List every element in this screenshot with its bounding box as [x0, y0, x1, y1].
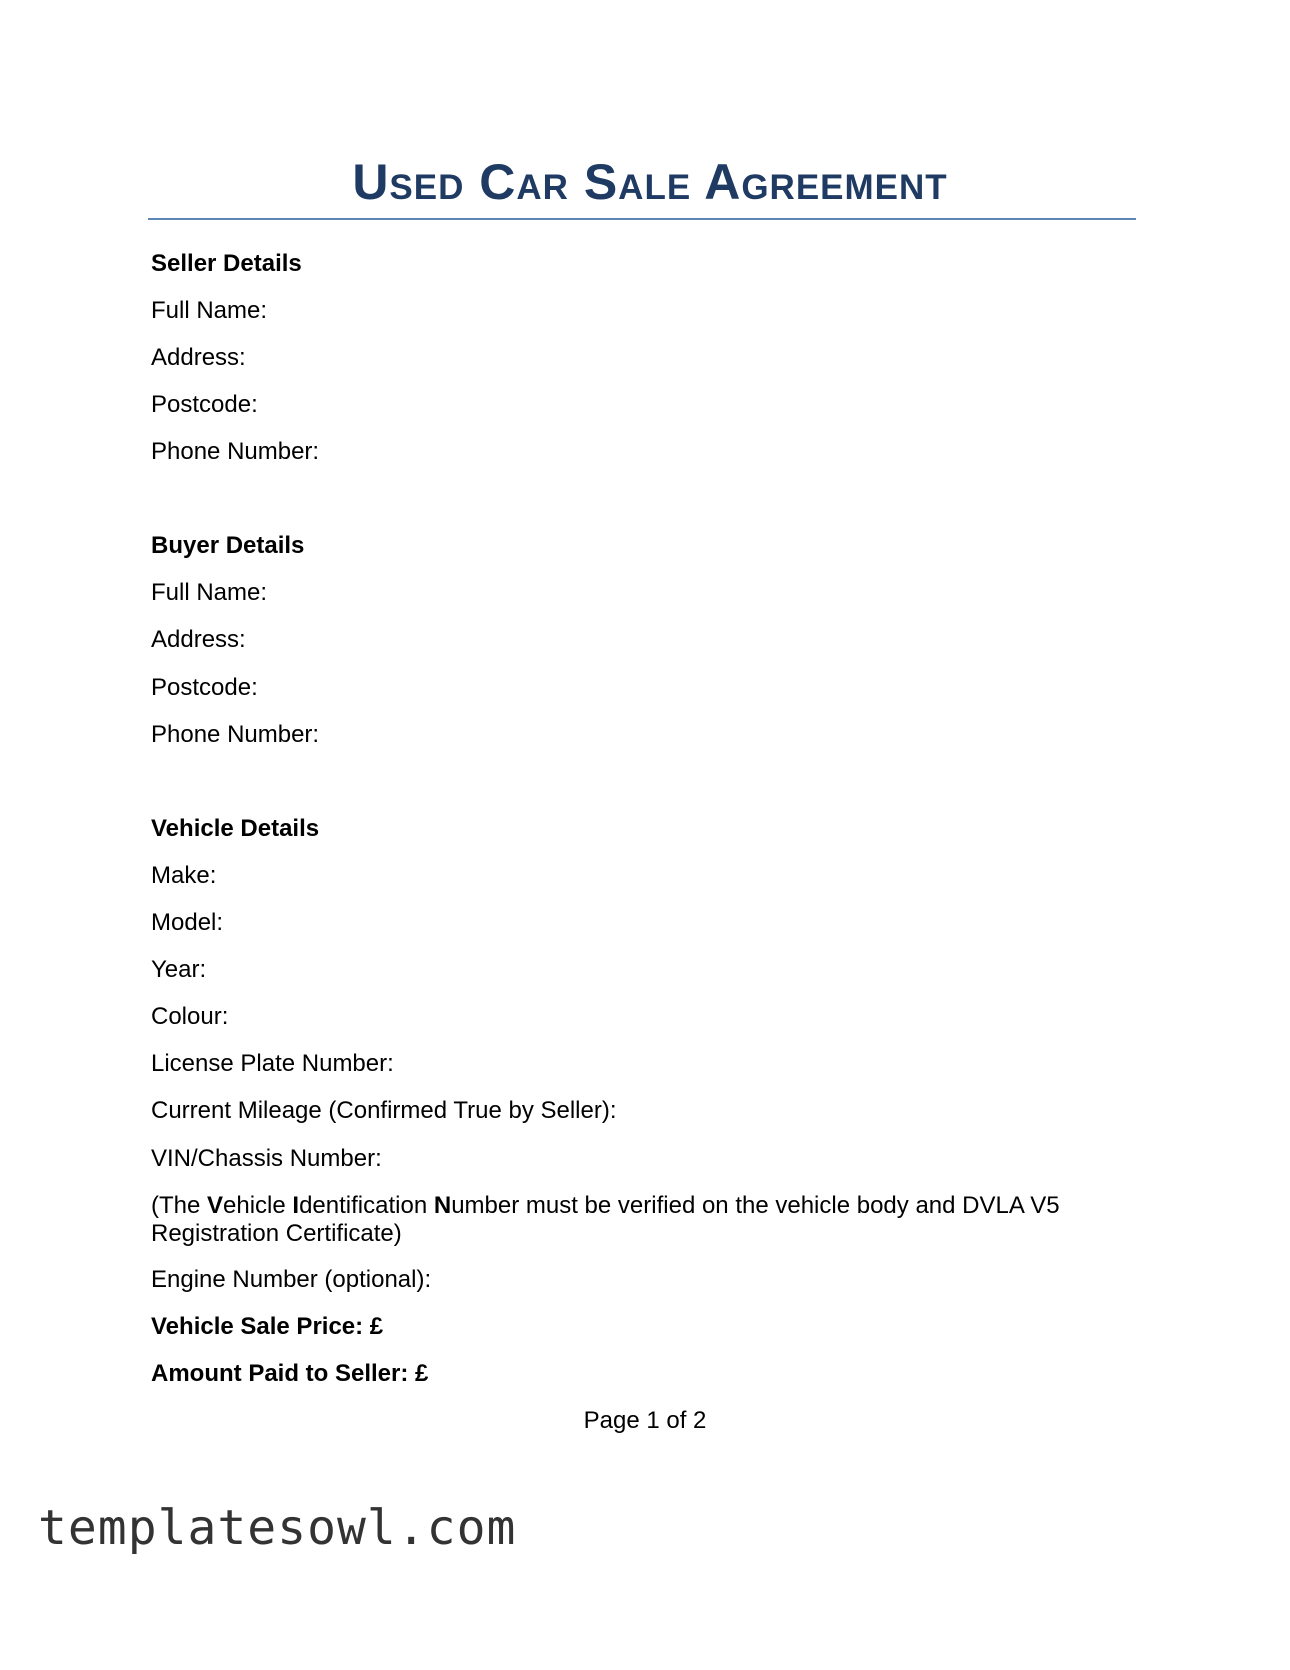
vin-note-i: I [292, 1192, 300, 1219]
vin-note-dentification: dentification [299, 1192, 434, 1219]
vin-note-open: (The [151, 1192, 208, 1219]
license-plate-label: License Plate Number: [151, 1050, 394, 1077]
vin-label: VIN/Chassis Number: [151, 1145, 382, 1172]
vin-note-v: V [207, 1192, 224, 1219]
vin-note-ehicle: ehicle [223, 1192, 293, 1219]
vin-note-rest: umber must be verified on the vehicle body and DVLA V5 Registration Certificate) [151, 1192, 1060, 1247]
buyer-phone-label: Phone Number: [151, 721, 320, 748]
buyer-details-heading: Buyer Details [151, 532, 305, 559]
buyer-address-label: Address: [151, 626, 246, 653]
vehicle-colour-label: Colour: [151, 1003, 229, 1030]
mileage-label: Current Mileage (Confirmed True by Seller): [151, 1097, 617, 1124]
vin-verification-note [151, 1192, 1131, 1248]
seller-address-label: Address: [151, 344, 246, 371]
seller-full-name-label: Full Name: [151, 297, 268, 324]
engine-number-label: Engine Number (optional): [151, 1266, 432, 1293]
vin-note-n: N [433, 1192, 452, 1219]
buyer-postcode-label: Postcode: [151, 674, 258, 701]
page-title: Used Car Sale Agreement [352, 154, 948, 210]
vehicle-make-label: Make: [151, 862, 217, 889]
buyer-full-name-label: Full Name: [151, 579, 268, 606]
vehicle-model-label: Model: [151, 909, 224, 936]
watermark-text: templatesowl.com [38, 1500, 517, 1556]
seller-phone-label: Phone Number: [151, 438, 320, 465]
title-divider [148, 218, 1136, 220]
page-number: Page 1 of 2 [583, 1407, 707, 1434]
vehicle-details-heading: Vehicle Details [151, 815, 320, 842]
sale-price-label: Vehicle Sale Price: £ [151, 1313, 384, 1340]
seller-details-heading: Seller Details [151, 250, 302, 277]
seller-postcode-label: Postcode: [151, 391, 258, 418]
vehicle-year-label: Year: [151, 956, 207, 983]
amount-paid-label: Amount Paid to Seller: £ [151, 1360, 429, 1387]
